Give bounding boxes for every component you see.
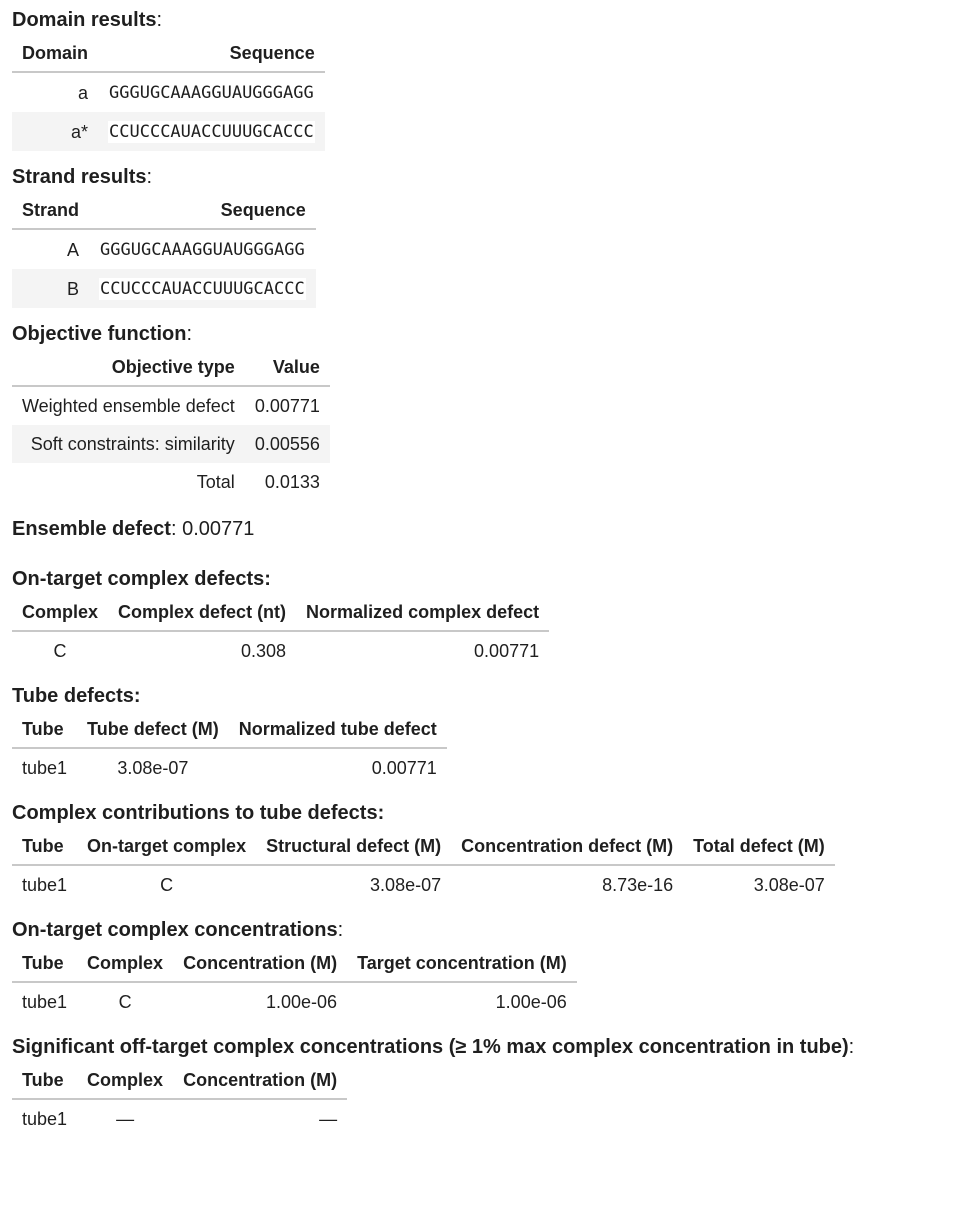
column-header: Strand xyxy=(12,194,89,229)
objective-value: 0.00771 xyxy=(254,396,320,416)
table-row xyxy=(12,112,325,151)
table-row xyxy=(12,982,577,1021)
column-header: Sequence xyxy=(89,194,316,229)
strand-results-section xyxy=(12,163,964,308)
on-target-complex-defects-heading: On-target complex defects: xyxy=(12,568,271,590)
objective-value: 0.0133 xyxy=(264,472,320,492)
table-row xyxy=(12,865,835,904)
on-target-concentrations-table xyxy=(12,947,577,1021)
tube-defects-section xyxy=(12,682,964,787)
column-header: Normalized complex defect xyxy=(296,596,549,631)
column-header: Concentration defect (M) xyxy=(451,830,683,865)
table-cell: 8.73e-16 xyxy=(602,875,674,895)
table-cell: — xyxy=(319,1109,338,1129)
column-header: Total defect (M) xyxy=(683,830,835,865)
table-cell: 0.00771 xyxy=(371,758,437,778)
column-header: On-target complex xyxy=(77,830,256,865)
table-cell: 3.08e-07 xyxy=(370,875,442,895)
column-header: Tube xyxy=(12,1064,77,1099)
domain-results-heading: Domain results: xyxy=(12,9,163,31)
column-header: Concentration (M) xyxy=(173,1064,347,1099)
column-header: Tube defect (M) xyxy=(77,713,229,748)
off-target-concentrations-section xyxy=(12,1033,964,1138)
column-header: Complex defect (nt) xyxy=(108,596,296,631)
table-row xyxy=(12,463,330,501)
strand-name: A xyxy=(67,239,80,260)
column-header: Normalized tube defect xyxy=(229,713,447,748)
domain-sequence: CCUCCCAUACCUUUGCACCC xyxy=(109,122,314,142)
table-cell: 0.00771 xyxy=(474,641,540,661)
table-cell: — xyxy=(116,1109,135,1129)
column-header: Complex xyxy=(77,947,173,982)
ensemble-defect-label: Ensemble defect xyxy=(12,518,171,540)
domain-results-table xyxy=(12,37,325,151)
table-row xyxy=(12,748,447,787)
table-cell: 0.308 xyxy=(241,641,287,661)
column-header: Value xyxy=(245,351,330,386)
table-cell: C xyxy=(160,875,174,895)
column-header: Target concentration (M) xyxy=(347,947,577,982)
strand-sequence: CCUCCCAUACCUUUGCACCC xyxy=(100,279,305,299)
tube-defects-table xyxy=(12,713,447,787)
table-row xyxy=(12,72,325,112)
complex-contributions-heading: Complex contributions to tube defects: xyxy=(12,802,385,824)
column-header: Structural defect (M) xyxy=(256,830,451,865)
objective-function-table xyxy=(12,351,330,501)
objective-type: Weighted ensemble defect xyxy=(22,396,235,416)
domain-sequence: GGGUGCAAAGGUAUGGGAGG xyxy=(109,83,314,103)
table-cell: tube1 xyxy=(22,1109,68,1129)
table-cell: 1.00e-06 xyxy=(495,992,567,1012)
ensemble-defect-value: 0.00771 xyxy=(182,518,255,540)
on-target-complex-defects-table xyxy=(12,596,549,670)
strand-results-table xyxy=(12,194,316,308)
complex-contributions-section xyxy=(12,799,964,904)
objective-type: Soft constraints: similarity xyxy=(12,425,245,463)
column-header: Complex xyxy=(12,596,108,631)
table-row xyxy=(12,229,316,269)
column-header: Tube xyxy=(12,947,77,982)
off-target-concentrations-heading: Significant off-target complex concentrations (≥ 1% max complex concentration in tube): xyxy=(12,1036,855,1058)
table-cell: tube1 xyxy=(22,875,68,895)
table-row xyxy=(12,269,316,308)
objective-function-section xyxy=(12,320,964,501)
table-cell: tube1 xyxy=(22,758,68,778)
column-header: Complex xyxy=(77,1064,173,1099)
tube-defects-heading: Tube defects: xyxy=(12,685,141,707)
strand-sequence: GGGUGCAAAGGUAUGGGAGG xyxy=(100,240,305,260)
complex-contributions-table xyxy=(12,830,835,904)
table-cell: 1.00e-06 xyxy=(266,992,338,1012)
column-header: Objective type xyxy=(12,351,245,386)
table-cell: tube1 xyxy=(22,992,68,1012)
off-target-concentrations-table xyxy=(12,1064,347,1138)
table-cell: C xyxy=(53,641,67,661)
strand-results-heading: Strand results: xyxy=(12,166,153,188)
column-header: Tube xyxy=(12,830,77,865)
table-cell: 3.08e-07 xyxy=(117,758,189,778)
domain-name: a xyxy=(78,82,89,103)
column-header: Concentration (M) xyxy=(173,947,347,982)
table-cell: C xyxy=(118,992,132,1012)
domain-name: a* xyxy=(12,112,98,151)
strand-name: B xyxy=(12,269,89,308)
table-row xyxy=(12,386,330,425)
column-header: Tube xyxy=(12,713,77,748)
column-header: Sequence xyxy=(98,37,325,72)
table-cell: 3.08e-07 xyxy=(753,875,825,895)
on-target-complex-defects-section xyxy=(12,565,964,670)
on-target-concentrations-heading: On-target complex concentrations: xyxy=(12,919,344,941)
table-row xyxy=(12,425,330,463)
table-row xyxy=(12,631,549,670)
domain-results-section xyxy=(12,6,964,151)
objective-type: Total xyxy=(196,472,235,492)
objective-function-heading: Objective function: xyxy=(12,323,193,345)
column-header: Domain xyxy=(12,37,98,72)
table-row xyxy=(12,1099,347,1138)
on-target-concentrations-section xyxy=(12,916,964,1021)
objective-value: 0.00556 xyxy=(245,425,330,463)
ensemble-defect: Ensemble defect: 0.00771 xyxy=(12,518,255,540)
